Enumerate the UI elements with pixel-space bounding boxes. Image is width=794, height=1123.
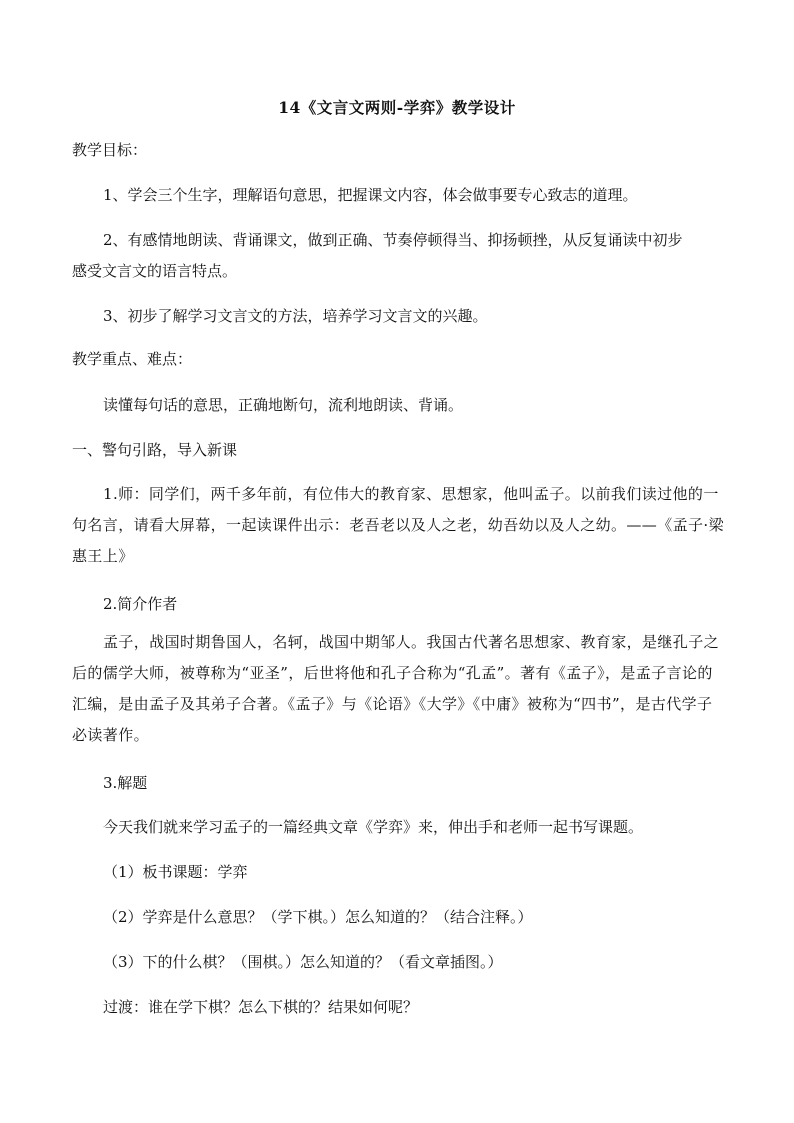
key-points-text: 读懂每句话的意思，正确地断句，流利地朗读、背诵。 [103,396,464,414]
objective-3: 3、初步了解学习文言文的方法，培养学习文言文的兴趣。 [103,307,488,325]
objective-1: 1、学会三个生字，理解语句意思，把握课文内容，体会做事要专心致志的道理。 [103,186,638,204]
section-1-heading: 一、警句引路，导入新课 [72,441,238,459]
objective-2-line1: 2、有感情地朗读、背诵课文，做到正确、节奏停顿得当、抑扬顿挫，从反复诵读中初步 [103,231,683,249]
transition-text: 过渡：谁在学下棋？怎么下棋的？结果如何呢？ [103,998,419,1016]
step-3-item-2: （2）学弈是什么意思？（学下棋。）怎么知道的？（结合注释。） [103,908,533,926]
document-title: 14《文言文两则-学弈》教学设计 [278,98,516,117]
step-3-item-3: （3）下的什么棋？（围棋。）怎么知道的？（看文章插图。） [103,953,503,971]
step-2-heading: 2.简介作者 [103,595,178,613]
step-3-heading: 3.解题 [103,774,148,792]
step-3-intro: 今天我们就来学习孟子的一篇经典文章《学弈》来，伸出手和老师一起书写课题。 [103,818,644,836]
step-3-item-1: （1）板书课题：学弈 [103,863,248,881]
objective-2-line2: 感受文言文的语言特点。 [72,262,238,280]
key-points-heading: 教学重点、难点： [72,350,193,368]
step-2-paragraph: 孟子，战国时期鲁国人，名轲，战国中期邹人。我国古代著名思想家、教育家，是继孔子之后的儒学大师，被尊称为“亚圣”，后世将他和孔子合称为“孔孟”。著有《孟子》，是孟子言论的汇编，是由孟子及其弟子合著。《孟子》与《论语》《大学》《中庸》被称为“四书”，是古代学子必读著作。 [72,633,720,744]
step-1-paragraph: 1.师：同学们，两千多年前，有位伟大的教育家、思想家，他叫孟子。以前我们读过他的一句名言，请看大屏幕，一起读课件出示：老吾老以及人之老，幼吾幼以及人之幼。——《孟子·梁惠王上》 [72,485,724,565]
objectives-heading: 教学目标： [72,141,148,159]
